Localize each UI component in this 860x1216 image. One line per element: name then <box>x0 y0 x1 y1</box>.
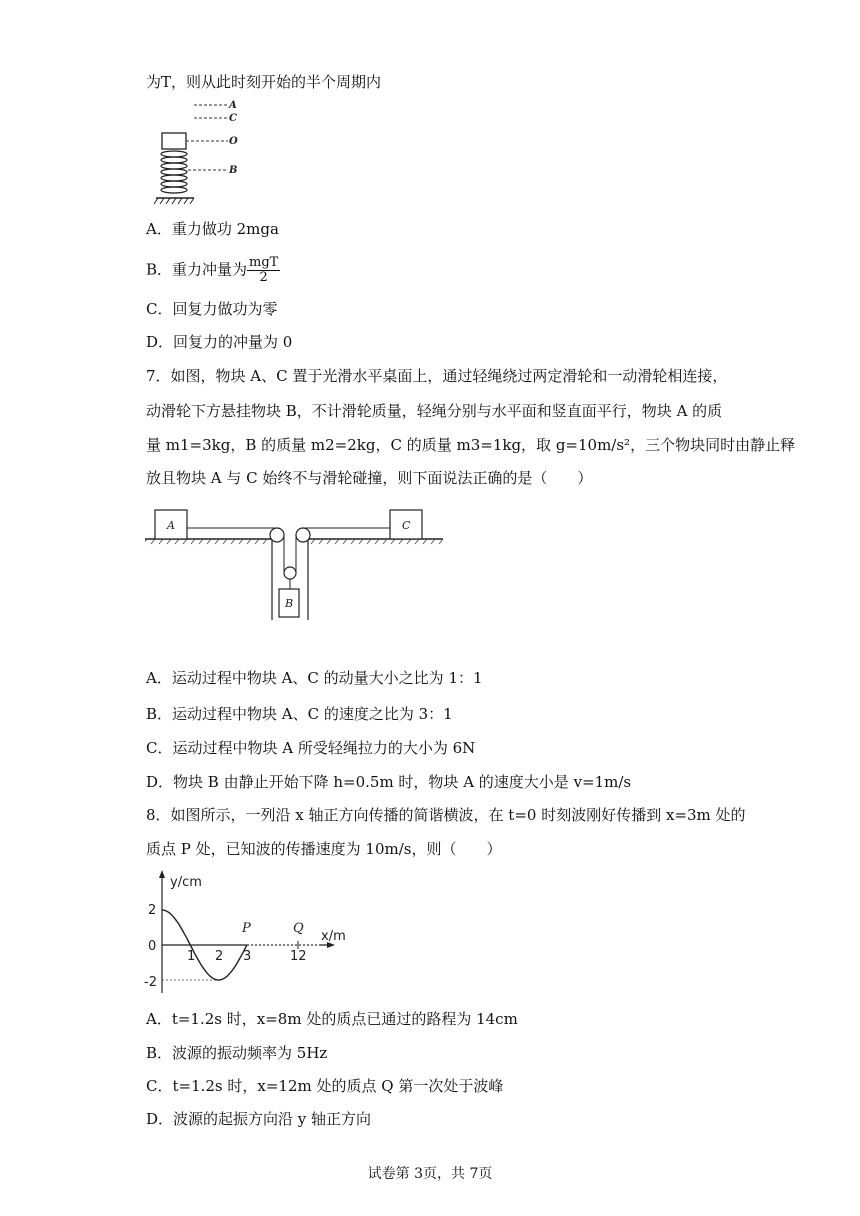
q6-intro-tail: 为T，则从此时刻开始的半个周期内 <box>146 73 382 91</box>
q6-option-a: A．重力做功 2mga <box>146 220 279 238</box>
q6-option-b-prefix: B．重力冲量为 <box>146 260 248 279</box>
q7-option-a: A．运动过程中物块 A、C 的动量大小之比为 1：1 <box>146 669 483 687</box>
q6-fig-label-o: O <box>229 136 238 147</box>
fraction-numerator: mgT <box>249 255 279 270</box>
q8-option-a: A．t=1.2s 时，x=8m 处的质点已通过的路程为 14cm <box>146 1010 518 1028</box>
q6-option-b <box>146 256 280 285</box>
q8-option-c: C．t=1.2s 时，x=12m 处的质点 Q 第一次处于波峰 <box>146 1077 504 1095</box>
y-tick-2: 2 <box>148 903 157 918</box>
x-tick-1: 1 <box>187 949 196 964</box>
q7-fig-label-a: A <box>167 519 175 532</box>
q7-option-b: B．运动过程中物块 A、C 的速度之比为 3：1 <box>146 705 453 723</box>
q8-line-1: 8．如图所示，一列沿 x 轴正方向传播的简谐横波，在 t=0 时刻波刚好传播到 x=3m 处的 <box>146 806 746 824</box>
fraction-denominator: 2 <box>259 270 268 285</box>
q8-option-d: D．波源的起振方向沿 y 轴正方向 <box>146 1110 372 1128</box>
q8-line-2: 质点 P 处，已知波的传播速度为 10m/s，则（ ） <box>146 840 502 858</box>
point-q-label: Q <box>293 921 304 936</box>
point-p-label: P <box>242 921 251 936</box>
q6-fig-label-b: B <box>229 165 238 176</box>
y-tick-0: 0 <box>148 939 157 954</box>
q6-option-d: D．回复力的冲量为 0 <box>146 333 293 351</box>
x-tick-12: 12 <box>290 949 307 964</box>
q6-fig-label-c: C <box>229 113 237 124</box>
q6-fig-label-a: A <box>229 100 237 111</box>
q7-line-1: 7．如图，物块 A、C 置于光滑水平桌面上，通过轻绳绕过两定滑轮和一动滑轮相连接， <box>146 367 728 385</box>
q7-fig-label-c: C <box>402 519 411 532</box>
x-tick-2: 2 <box>215 949 224 964</box>
q7-line-2: 动滑轮下方悬挂物块 B，不计滑轮质量，轻绳分别与水平面和竖直面平行，物块 A 的质 <box>146 402 723 420</box>
y-axis-label: y/cm <box>170 875 202 890</box>
q8-option-b: B．波源的振动频率为 5Hz <box>146 1044 328 1062</box>
q7-option-d: D．物块 B 由静止开始下降 h=0.5m 时，物块 A 的速度大小是 v=1m/s <box>146 773 632 791</box>
q7-line-4: 放且物块 A 与 C 始终不与滑轮碰撞，则下面说法正确的是（ ） <box>146 469 593 487</box>
q7-line-3: 量 m1=3kg，B 的质量 m2=2kg，C 的质量 m3=1kg，取 g=10m/s²，三个物块同时由静止释 <box>146 436 796 454</box>
page-footer: 试卷第 3页，共 7页 <box>367 1166 493 1182</box>
x-tick-3: 3 <box>243 949 252 964</box>
q6-spring-figure <box>150 98 250 210</box>
x-axis-label: x/m <box>321 929 346 944</box>
q6-option-c: C．回复力做功为零 <box>146 300 278 318</box>
q7-fig-label-b: B <box>285 597 294 610</box>
q7-option-c: C．运动过程中物块 A 所受轻绳拉力的大小为 6N <box>146 739 476 757</box>
y-tick-neg2: -2 <box>144 975 157 990</box>
q7-pulley-figure <box>145 505 445 625</box>
q8-wave-chart <box>140 868 362 1000</box>
q6-option-b-fraction <box>247 256 280 285</box>
